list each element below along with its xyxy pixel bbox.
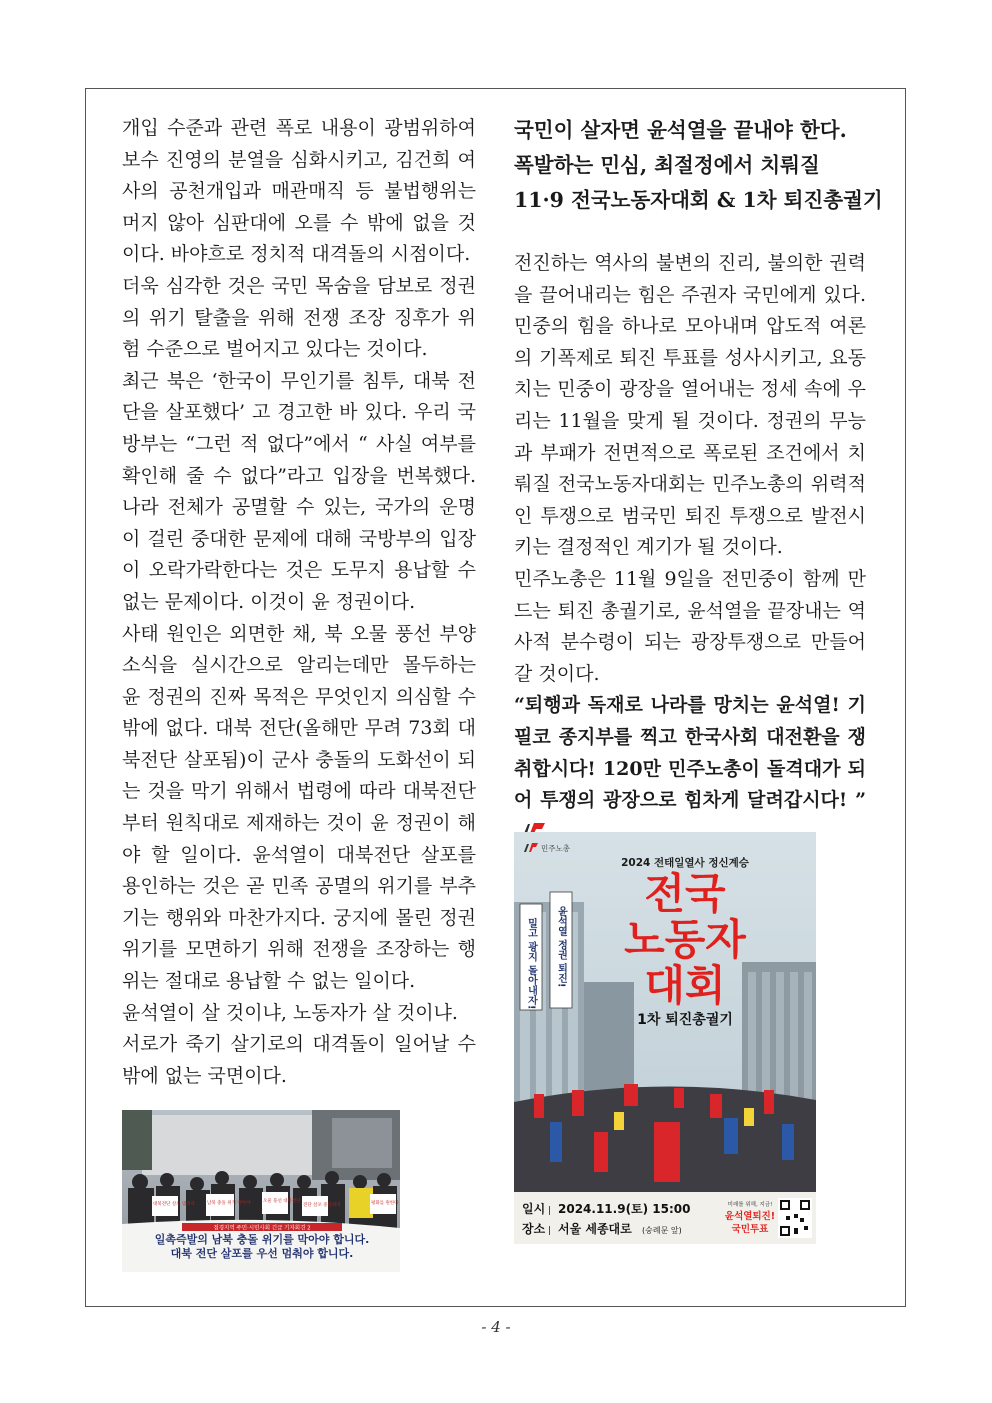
poster-place-note: (숭례문 앞) <box>642 1226 682 1235</box>
closing-quote-text: “퇴행과 독재로 나라를 망치는 윤석열! 기필코 종지부를 찍고 한국사회 대전환을 쟁취합시다! 120만 민주노총이 돌격대가 되어 투쟁의 광장으로 힘차게 달려갑시다! ” <box>514 694 866 812</box>
press-conference-illustration <box>122 1110 400 1272</box>
poster-vote-small: 미래를 위해, 지금! <box>727 1202 773 1208</box>
banner-header: 접경지역 주민·시민사회 긴급 기자회견 2 <box>213 1225 311 1232</box>
paragraph: 최근 북은 ‘한국이 무인기를 침투, 대북 전단을 살포했다’ 고 경고한 바 있다. 우리 국방부는 “그런 적 없다”에서 “ 사실 여부를 확인해 줄 수 없다”라고 입장을 번복했다. 나라 전체가 공멸할 수 있는, 국가의 운명이 걸린 중대한 문제에 대해 국방부의 입장이 오락가락한다는 것은 도무지 용납할 수 없는 문제이다. 이것이 윤 정권이다. <box>122 369 476 613</box>
svg-text:|: | <box>548 1206 552 1216</box>
poster-illustration <box>514 832 816 1244</box>
poster-title-line-3: 대회 <box>644 961 726 1010</box>
poster-logo-text: 민주노총 <box>541 844 570 853</box>
svg-text:|: | <box>548 1226 552 1236</box>
banner-line-1: 일촉즉발의 남북 충돌 위기를 막아야 합니다. <box>154 1233 370 1246</box>
poster-subtitle: 2024 전태일열사 정신계승 <box>621 857 749 869</box>
banner-line-2: 대북 전단 살포를 우선 멈춰야 합니다. <box>170 1247 354 1260</box>
paragraph: 서로가 죽기 살기로의 대격돌이 일어날 수 밖에 없는 국면이다. <box>122 1033 476 1087</box>
poster-date-label: 일시 <box>522 1202 546 1216</box>
protest-sign: 오물 풍선 대북전단 <box>263 1199 301 1204</box>
poster-place-value: 서울 세종대로 <box>558 1222 632 1236</box>
protest-sign: 남북 충돌 위기 막아야 <box>207 1201 251 1206</box>
paragraph: 윤석열이 살 것이냐, 노동자가 살 것이냐. <box>122 1001 458 1024</box>
headline-line-1: 국민이 살자면 윤석열을 끝내야 한다. <box>514 118 847 142</box>
paragraph: 사태 원인은 외면한 채, 북 오물 풍선 부양 소식을 실시간으로 알리는데만 몰두하는 윤 정권의 진짜 목적은 무엇인지 의심할 수 밖에 없다. 대북 전단(올해만 무려 73회 대북전단 살포됨)이 군사 충돌의 도화선이 되는 것을 막기 위해서 법령에 따라 대북전단부터 원칙대로 제재하는 것이 윤 정권이 해야 할 일이다. 윤석열이 대북전단 살포를 용인하는 것은 곧 민족 공멸의 위기를 부추기는 행위와 마찬가지다. 궁지에 몰린 정권 위기를 모면하기 위해 전쟁을 조장하는 행위는 절대로 용납할 수 없는 일이다. <box>122 622 476 993</box>
closing-quote <box>514 690 866 848</box>
paragraph: 전진하는 역사의 불변의 진리, 불의한 권력을 끌어내리는 힘은 주권자 국민에게 있다. 민중의 힘을 하나로 모아내며 압도적 여론의 기폭제로 퇴진 투표를 성사시키고, 요동치는 민중이 광장을 열어내는 정세 속에 우리는 11월을 맞게 될 것이다. 정권의 무능과 부패가 전면적으로 폭로된 조건에서 치뤄질 전국노동자대회는 민주노총의 위력적인 투쟁으로 범국민 퇴진 투쟁으로 발전시키는 결정적인 계기가 될 것이다. <box>514 252 866 559</box>
vertical-banner-a: 윤석열 정권 퇴진! <box>555 906 567 988</box>
page-number: - 4 - <box>481 1318 511 1336</box>
poster-title-line-1: 전국 <box>644 869 726 918</box>
protest-sign: 평화를 원한다 <box>371 1201 399 1206</box>
left-column <box>122 113 476 1092</box>
paragraph: 개입 수준과 관련 폭로 내용이 광범위하여 보수 진영의 분열을 심화시키고, 김건희 여사의 공천개입과 매관매직 등 불법행위는 머지 않아 심판대에 오를 수 밖에 없을 것이다. 바야흐로 정치적 대격돌의 시점이다. <box>122 117 476 266</box>
poster-place-label: 장소 <box>522 1222 546 1236</box>
paragraph: 더욱 심각한 것은 국민 목숨을 담보로 정권의 위기 탈출을 위해 전쟁 조장 징후가 위험 수준으로 벌어지고 있다는 것이다. <box>122 274 476 361</box>
poster-vote-line-2: 국민투표 <box>731 1224 769 1235</box>
poster-date-value: 2024.11.9(토) 15:00 <box>558 1202 691 1216</box>
press-conference-photo <box>122 1110 400 1272</box>
rally-poster <box>514 832 816 1244</box>
qr-code-icon <box>778 1198 812 1238</box>
paragraph: 민주노총은 11월 9일을 전민중이 함께 만드는 퇴진 총궐기로, 윤석열을 끝장내는 역사적 분수령이 되는 광장투쟁으로 만들어 갈 것이다. <box>514 567 866 685</box>
vertical-banner-b: 밀고 광지 돌아내자! <box>525 918 537 1010</box>
protest-sign: 전단 살포 중단하라 <box>303 1203 341 1208</box>
protest-sign: 대북전단 살포 멈춰라 <box>153 1202 195 1207</box>
headline-line-2: 폭발하는 민심, 최절정에서 치뤄질 <box>514 153 820 177</box>
headline <box>514 113 884 218</box>
poster-title-line-2: 노동자 <box>624 915 746 964</box>
headline-line-3: 11·9 전국노동자대회 & 1차 퇴진총궐기 <box>514 188 883 212</box>
right-column <box>514 248 866 848</box>
poster-tagline: 1차 퇴진총궐기 <box>637 1012 733 1028</box>
poster-vote-line-1: 윤석열퇴진! <box>724 1211 776 1222</box>
